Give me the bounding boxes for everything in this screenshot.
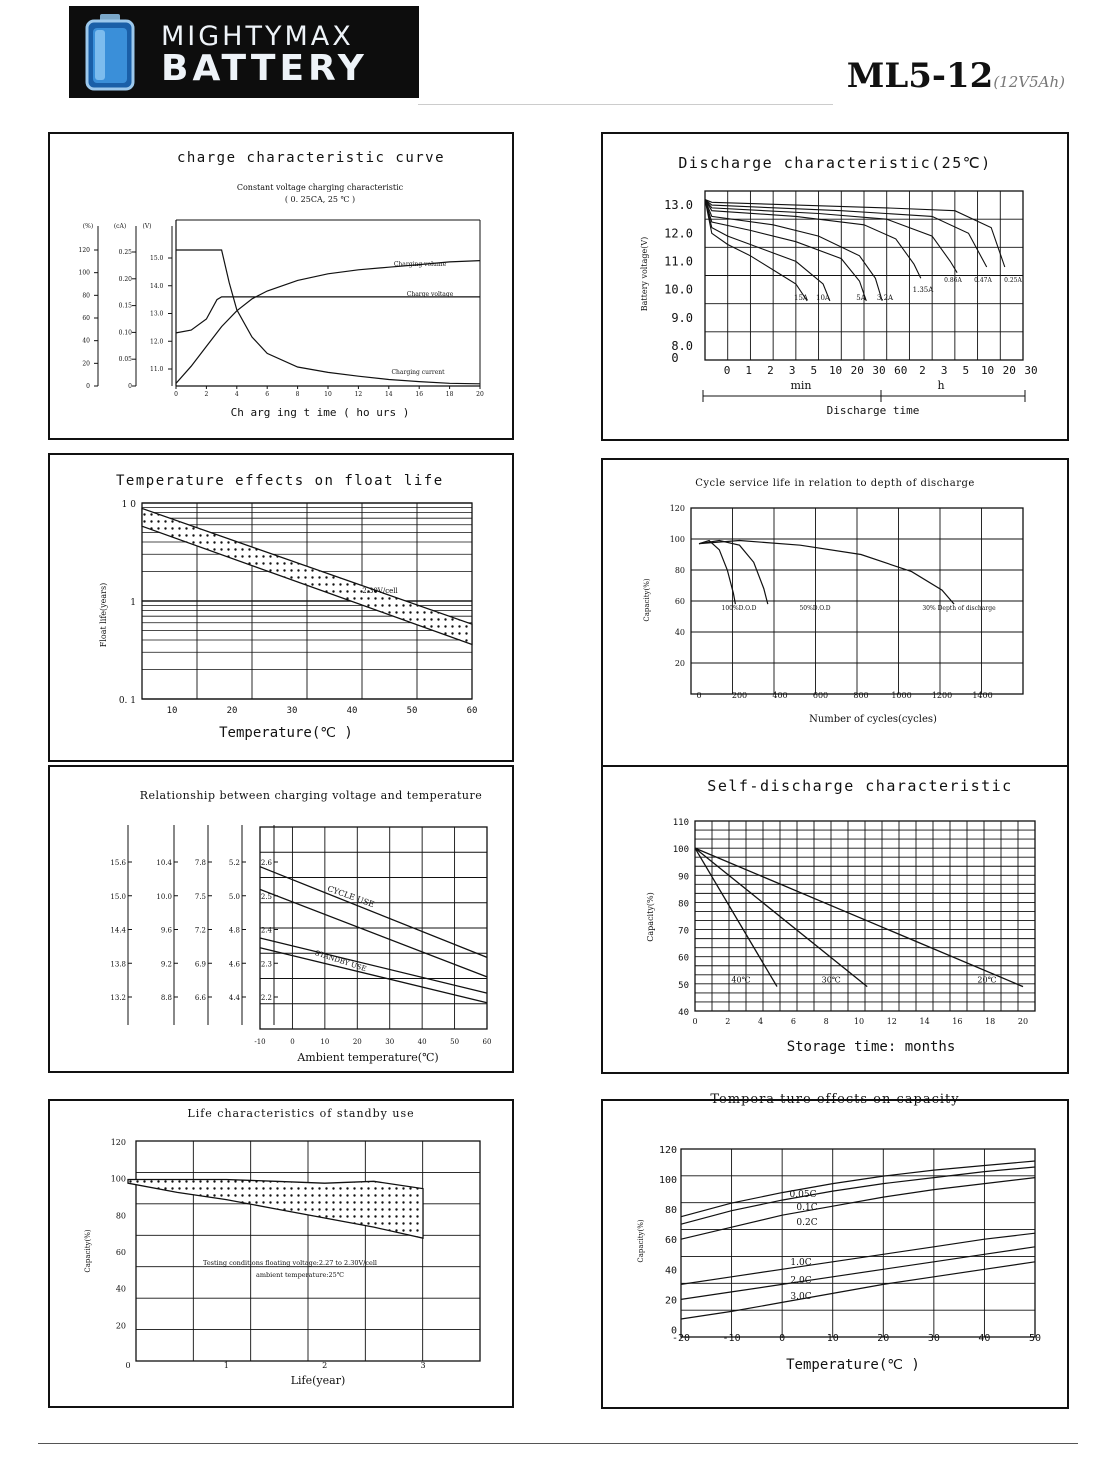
tick-label: 14 bbox=[919, 1017, 930, 1026]
tick-label: 8 bbox=[295, 391, 300, 398]
tick-label: 20 bbox=[352, 1038, 362, 1046]
tick-label: 100 bbox=[672, 845, 689, 856]
tick-label: 14.4 bbox=[110, 926, 126, 935]
y-axis-label: Capacity(%) bbox=[646, 892, 655, 942]
tick-label: 30 bbox=[1024, 364, 1038, 377]
tick-label: 13.8 bbox=[110, 960, 126, 969]
panel-charge bbox=[48, 132, 514, 440]
series-label: 20℃ bbox=[977, 975, 997, 985]
panel-float bbox=[48, 453, 514, 762]
tick-label: 2 bbox=[322, 1361, 328, 1370]
tick-label: 13.2 bbox=[110, 994, 126, 1002]
tick-label: 60 bbox=[674, 597, 685, 606]
tick-label: 200 bbox=[731, 691, 748, 700]
series-100%D.O.D bbox=[699, 541, 735, 605]
tick-label: 40 bbox=[664, 1265, 677, 1277]
panel-cycle bbox=[601, 458, 1069, 768]
chart-title: Life characteristics of standby use bbox=[187, 1107, 415, 1120]
tick-label: 30 bbox=[286, 706, 298, 716]
tick-label: 2 bbox=[204, 391, 209, 398]
axis-unit: h bbox=[937, 379, 945, 392]
tick-label: 15.0 bbox=[150, 255, 164, 262]
tick-label: 1 bbox=[130, 598, 136, 608]
tick-label: 60 bbox=[482, 1038, 492, 1046]
series-label: 15A bbox=[794, 294, 808, 302]
tick-label: 0.05 bbox=[118, 356, 132, 364]
tick-label: 10 bbox=[324, 391, 332, 398]
tick-label: 60 bbox=[115, 1248, 126, 1257]
tick-label: 12.0 bbox=[664, 226, 693, 241]
tick-label: 40 bbox=[82, 337, 90, 345]
x-axis-label: Ch arg ing t ime ( ho urs ) bbox=[230, 406, 410, 419]
tick-label: 50 bbox=[1028, 1333, 1042, 1344]
model-name: ML5-12 bbox=[846, 56, 994, 96]
series-label: 5A bbox=[856, 294, 866, 302]
series-0.05C bbox=[681, 1161, 1035, 1217]
tick-label: 20 bbox=[877, 1333, 890, 1344]
tick-label: 2 bbox=[767, 364, 774, 377]
tick-label: 1 bbox=[745, 364, 753, 377]
tick-label: 7.8 bbox=[194, 859, 206, 867]
y-axis-label: Capacity(%) bbox=[637, 1219, 645, 1263]
tick-label: 60 bbox=[678, 953, 689, 964]
panel-voltagetemp bbox=[48, 765, 514, 1073]
tick-label: 10 bbox=[853, 1017, 865, 1026]
chart-title: charge characteristic curve bbox=[176, 150, 446, 166]
tick-label: -20 bbox=[671, 1333, 691, 1344]
series-STANDBY USE-lower bbox=[260, 948, 487, 1003]
tick-label: 2 bbox=[919, 364, 926, 377]
chart-subtitle: Constant voltage charging characteristic bbox=[236, 183, 404, 192]
series-label: 40℃ bbox=[731, 975, 751, 985]
tick-label: 20 bbox=[476, 391, 484, 398]
tick-label: 80 bbox=[664, 1205, 677, 1217]
tick-label: 1 0 bbox=[121, 500, 136, 510]
x-axis-label: Ambient temperature(℃) bbox=[297, 1051, 439, 1064]
chart-title: Temperature effects on float life bbox=[116, 473, 444, 489]
tick-label: 6 bbox=[790, 1017, 796, 1026]
tick-label: 3 bbox=[420, 1361, 426, 1370]
tick-label: 1000 bbox=[891, 691, 912, 700]
y-axis-label: Float life(years) bbox=[99, 582, 108, 648]
series-label: 100%D.O.D bbox=[721, 605, 757, 612]
tick-label: 2.6 bbox=[260, 859, 272, 867]
tick-label: 0 bbox=[723, 364, 731, 377]
tick-label: 8 bbox=[823, 1017, 829, 1026]
tick-label: 20 bbox=[1017, 1017, 1029, 1026]
series-label: 3.0C bbox=[790, 1292, 812, 1302]
series-label: 1.35A bbox=[912, 286, 934, 294]
tick-label: 50 bbox=[678, 980, 689, 991]
series-charging-current bbox=[176, 250, 480, 384]
tick-label: 20 bbox=[850, 364, 864, 377]
series-CYCLE USE-upper bbox=[260, 867, 487, 958]
chart-standby bbox=[50, 1101, 512, 1406]
tick-label: 10.0 bbox=[156, 892, 172, 901]
tick-label: 4.4 bbox=[228, 994, 240, 1002]
tick-label: 3 bbox=[940, 364, 948, 377]
series-label: 1.0C bbox=[790, 1258, 812, 1268]
tick-label: 0.10 bbox=[118, 329, 132, 337]
tick-label: 14.0 bbox=[150, 282, 164, 290]
tick-label: 8.8 bbox=[160, 994, 172, 1002]
model-title bbox=[847, 56, 1065, 96]
series-label: 0.47A bbox=[974, 277, 992, 284]
tick-label: 80 bbox=[678, 899, 689, 910]
series-1.35A bbox=[705, 200, 921, 279]
tick-label: 0 bbox=[692, 1017, 698, 1026]
tick-label: 10 bbox=[320, 1038, 330, 1046]
panel-selfdischarge bbox=[601, 765, 1069, 1074]
tick-label: 7.2 bbox=[194, 926, 206, 935]
panel-standby bbox=[48, 1099, 514, 1408]
series-charging-volume bbox=[176, 261, 480, 384]
tick-label: 10.4 bbox=[156, 859, 172, 867]
axis-unit: min bbox=[790, 379, 812, 392]
tick-label: 0 bbox=[125, 1361, 131, 1370]
series-30% Depth of discharge bbox=[699, 541, 954, 605]
chart-tempcap bbox=[603, 1101, 1067, 1407]
annotation: Testing conditions floating voltage:2.27 to 2.30V/cell bbox=[203, 1259, 377, 1267]
series-label: 50%D.O.D bbox=[799, 605, 831, 612]
tick-label: 18 bbox=[985, 1017, 996, 1026]
tick-label: 600 bbox=[812, 691, 829, 700]
tick-label: 12 bbox=[886, 1017, 897, 1026]
panel-tempcap bbox=[601, 1092, 1069, 1409]
tick-label: 20 bbox=[674, 659, 685, 668]
tick-label: 60 bbox=[82, 315, 90, 322]
tick-label: 9.0 bbox=[671, 310, 693, 325]
battery-icon bbox=[83, 12, 137, 92]
tick-label: 6.6 bbox=[194, 994, 206, 1002]
tick-label: 2 bbox=[725, 1017, 731, 1026]
footer-divider bbox=[38, 1443, 1078, 1444]
tick-label: 120 bbox=[669, 504, 685, 513]
tick-label: 6 bbox=[265, 391, 270, 398]
tick-label: 0 bbox=[670, 1325, 677, 1337]
x-axis-label: Discharge time bbox=[826, 404, 920, 417]
x-axis-label: Life(year) bbox=[290, 1374, 346, 1387]
tick-label: 1400 bbox=[972, 691, 993, 700]
header-divider bbox=[418, 104, 833, 105]
tick-label: 40 bbox=[978, 1333, 991, 1344]
series-5A bbox=[705, 200, 866, 301]
tick-label: 30 bbox=[927, 1333, 940, 1344]
tick-label: 0.15 bbox=[118, 302, 132, 310]
series-label: 2.0C bbox=[790, 1276, 812, 1286]
tick-label: 16 bbox=[952, 1017, 963, 1026]
tick-label: 13.0 bbox=[150, 310, 164, 318]
tick-label: 12.0 bbox=[150, 338, 164, 346]
axis-unit: (%) bbox=[82, 223, 94, 230]
chart-float bbox=[50, 455, 512, 760]
tick-label: 10 bbox=[980, 364, 995, 377]
standby-life-band bbox=[128, 1180, 423, 1239]
series-1.0C bbox=[681, 1233, 1035, 1284]
tick-label: 0.25 bbox=[118, 249, 132, 256]
tick-label: 50 bbox=[450, 1038, 460, 1046]
tick-label: 100 bbox=[669, 535, 685, 544]
tick-label: 0 bbox=[696, 691, 702, 700]
tick-label: 60 bbox=[894, 364, 908, 377]
tick-label: 40 bbox=[674, 628, 685, 637]
tick-label: 7.5 bbox=[194, 892, 206, 901]
tick-label: -10 bbox=[722, 1333, 741, 1344]
tick-label: 800 bbox=[853, 691, 869, 700]
axis-unit: (cA) bbox=[113, 223, 127, 230]
tick-label: 11.0 bbox=[664, 254, 693, 269]
series-label: 0.86A bbox=[944, 277, 962, 284]
tick-label: 0. 1 bbox=[118, 696, 136, 706]
tick-label: 4 bbox=[758, 1017, 764, 1026]
chart-selfdischarge bbox=[603, 767, 1067, 1072]
tick-label: 40 bbox=[346, 706, 358, 716]
series-15A bbox=[705, 200, 807, 301]
tick-label: 2.4 bbox=[260, 926, 272, 935]
tick-label: 4.6 bbox=[228, 960, 240, 969]
tick-label: 10.0 bbox=[664, 282, 693, 297]
tick-label: 0.20 bbox=[118, 275, 132, 283]
series-label: 0.2C bbox=[796, 1218, 818, 1228]
tick-label: 100 bbox=[658, 1175, 677, 1187]
tick-label: 0 bbox=[779, 1333, 786, 1344]
series-label: Charge voltage bbox=[406, 291, 454, 298]
tick-label: 60 bbox=[466, 706, 478, 716]
tick-label: 10 bbox=[826, 1333, 839, 1344]
model-spec: (12V5Ah) bbox=[993, 73, 1065, 91]
tick-label: 80 bbox=[674, 566, 685, 575]
tick-label: 50 bbox=[406, 706, 418, 716]
tick-label: 400 bbox=[772, 691, 788, 700]
series-label: STANDBY USE bbox=[313, 949, 368, 974]
tick-label: 30 bbox=[385, 1038, 395, 1046]
series-label: 0.05C bbox=[789, 1190, 817, 1200]
tick-label: 30 bbox=[872, 364, 886, 377]
tick-label: 9.6 bbox=[160, 926, 172, 935]
chart-voltagetemp bbox=[50, 767, 512, 1071]
chart-subtitle: ( 0. 25CA, 25 ℃ ) bbox=[284, 195, 356, 204]
tick-label: 20 bbox=[226, 706, 238, 716]
chart-title: Discharge characteristic(25℃) bbox=[678, 154, 992, 172]
chart-title: Relationship between charging voltage and temperature bbox=[139, 789, 483, 802]
plot-frame bbox=[681, 1149, 1035, 1337]
tick-label: 10 bbox=[166, 706, 178, 716]
tick-label: 20 bbox=[82, 360, 90, 368]
tick-label: 40 bbox=[417, 1038, 427, 1046]
series-label: 3.2A bbox=[876, 294, 894, 302]
tick-label: 20 bbox=[115, 1321, 126, 1331]
series-label: Charging current bbox=[391, 369, 445, 376]
series-3.2A bbox=[705, 200, 882, 301]
tick-label: 1200 bbox=[931, 691, 953, 700]
tick-label: 2.3 bbox=[260, 960, 272, 969]
series-label: CYCLE USE bbox=[326, 884, 376, 910]
tick-label: 0 bbox=[290, 1038, 295, 1046]
tick-label: 100 bbox=[110, 1174, 126, 1184]
y-axis-label: Capacity(%) bbox=[84, 1229, 92, 1273]
tick-label: 5.2 bbox=[228, 859, 240, 867]
tick-label: 9.2 bbox=[160, 960, 172, 969]
chart-title: Cycle service life in relation to depth of discharge bbox=[695, 478, 975, 489]
tick-label: 11.0 bbox=[150, 366, 164, 373]
logo-text-line2: BATTERY bbox=[161, 48, 368, 89]
tick-label: 14 bbox=[384, 391, 393, 398]
chart-cycle bbox=[603, 460, 1067, 766]
annotation: ambient temperature:25℃ bbox=[255, 1271, 345, 1279]
series-label: 10A bbox=[816, 294, 830, 302]
tick-label: 120 bbox=[658, 1145, 677, 1156]
logo-text-line1: MIGHTYMAX bbox=[161, 21, 354, 52]
tick-label: 8.0 bbox=[671, 338, 693, 353]
tick-label: 80 bbox=[115, 1211, 126, 1221]
series-STANDBY USE-upper bbox=[260, 938, 487, 993]
tick-label: 2.2 bbox=[260, 994, 272, 1002]
tick-label: 60 bbox=[664, 1235, 677, 1247]
series-2.0C bbox=[681, 1247, 1035, 1300]
tick-label: 100 bbox=[78, 269, 90, 277]
tick-label: 15.6 bbox=[110, 859, 126, 867]
tick-label: 0 bbox=[671, 351, 679, 365]
y-axis-label: Capacity(%) bbox=[643, 578, 651, 622]
tick-label: 110 bbox=[672, 818, 689, 828]
tick-label: 5 bbox=[962, 364, 970, 377]
tick-label: 40 bbox=[115, 1284, 126, 1294]
chart-title: Tempera ture effects on capacity bbox=[710, 1092, 960, 1107]
chart-discharge bbox=[603, 134, 1067, 439]
tick-label: 1 bbox=[223, 1361, 229, 1370]
tick-label: 4.8 bbox=[228, 926, 240, 935]
tick-label: 6.9 bbox=[194, 960, 206, 969]
tick-label: 3 bbox=[788, 364, 796, 377]
tick-label: 13.0 bbox=[664, 198, 693, 213]
tick-label: 90 bbox=[678, 872, 689, 883]
x-axis-label: Temperature(℃ ) bbox=[786, 1357, 920, 1373]
series-label: 0.1C bbox=[796, 1203, 818, 1213]
tick-label: 15.0 bbox=[110, 892, 126, 901]
tick-label: 0 bbox=[86, 383, 90, 390]
tick-label: 5 bbox=[810, 364, 818, 377]
axis-unit: (V) bbox=[142, 223, 152, 230]
brand-logo bbox=[69, 6, 419, 98]
tick-label: 18 bbox=[445, 391, 454, 398]
chart-title: Self-discharge characteristic bbox=[707, 777, 1013, 795]
x-axis-label: Number of cycles(cycles) bbox=[809, 714, 937, 725]
y-axis-label: Battery voltage(V) bbox=[640, 236, 649, 312]
chart-charge bbox=[50, 134, 512, 438]
x-axis-label: Storage time: months bbox=[786, 1039, 956, 1055]
tick-label: -10 bbox=[254, 1038, 266, 1046]
tick-label: 4 bbox=[234, 391, 239, 398]
tick-label: 5.0 bbox=[228, 892, 240, 901]
series-label: Charging volume bbox=[393, 261, 447, 268]
tick-label: 10 bbox=[828, 364, 843, 377]
tick-label: 40 bbox=[678, 1008, 689, 1018]
tick-label: 0 bbox=[128, 383, 132, 390]
series-label: 0.25A bbox=[1004, 277, 1022, 284]
tick-label: 12 bbox=[354, 391, 363, 398]
tick-label: 120 bbox=[78, 247, 90, 254]
series-label: 2.30V/cell bbox=[362, 587, 398, 595]
series-label: 30% Depth of discharge bbox=[922, 605, 996, 612]
series-label: 30℃ bbox=[821, 975, 841, 985]
tick-label: 70 bbox=[678, 926, 689, 937]
tick-label: 120 bbox=[110, 1138, 126, 1147]
x-axis-label: Temperature(℃ ) bbox=[219, 725, 353, 741]
tick-label: 16 bbox=[415, 391, 424, 398]
panel-discharge bbox=[601, 132, 1069, 441]
tick-label: 20 bbox=[664, 1295, 677, 1307]
tick-label: 20 bbox=[1002, 364, 1016, 377]
tick-label: 0 bbox=[174, 391, 178, 398]
tick-label: 2.5 bbox=[260, 892, 272, 901]
tick-label: 80 bbox=[82, 292, 90, 300]
